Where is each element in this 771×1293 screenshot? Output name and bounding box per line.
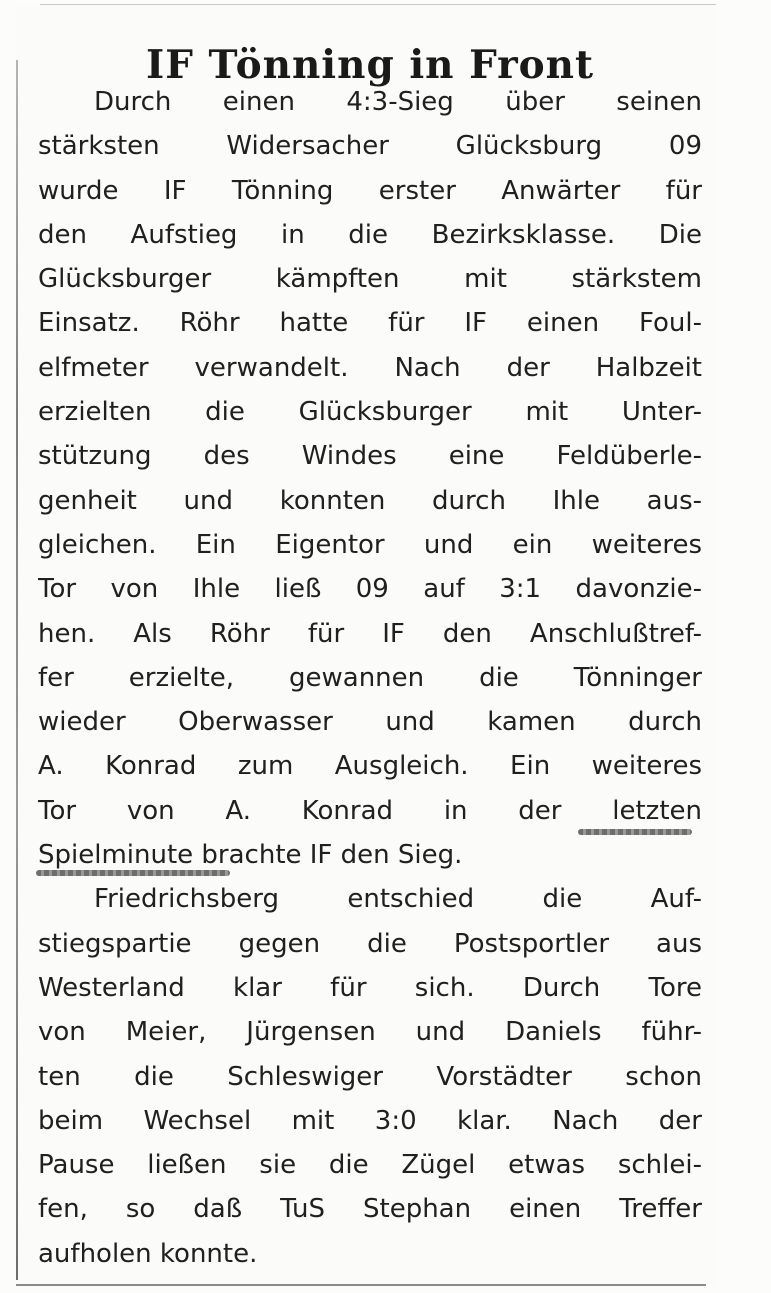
article-body <box>38 80 702 1276</box>
text-line: Westerland klar für sich. Durch Tore <box>38 972 702 1003</box>
text-line: Durch einen 4:3-Sieg über seinen <box>94 87 702 117</box>
clipping-left-edge <box>16 60 18 1280</box>
text-line: aufholen konnte. <box>38 1238 258 1269</box>
text-line: ten die Schleswiger Vorstädter schon <box>38 1061 702 1092</box>
text-line: genheit und konnten durch Ihle aus- <box>38 485 702 516</box>
text-line: A. Konrad zum Ausgleich. Ein weiteres <box>38 751 702 782</box>
text-line: elfmeter verwandelt. Nach der Halbzeit <box>38 352 702 383</box>
text-line: erzielten die Glücksburger mit Unter- <box>38 397 702 428</box>
clipping-bottom-edge <box>16 1284 706 1286</box>
article-headline: IF Tönning in Front <box>146 42 594 89</box>
text-line: fen, so daß TuS Stephan einen Treffer <box>38 1194 702 1225</box>
text-line: stärksten Widersacher Glücksburg 09 <box>38 131 702 162</box>
clipping-top-edge <box>40 4 716 5</box>
text-line: wieder Oberwasser und kamen durch <box>38 707 702 738</box>
text-line: Pause ließen sie die Zügel etwas schlei- <box>38 1150 702 1181</box>
text-line: Einsatz. Röhr hatte für IF einen Foul- <box>38 308 702 339</box>
text-line: Friedrichsberg entschied die Auf- <box>94 884 702 915</box>
text-line: von Meier, Jürgensen und Daniels führ- <box>38 1017 702 1048</box>
text-line: hen. Als Röhr für IF den Anschlußtref- <box>38 618 702 649</box>
text-line: gleichen. Ein Eigentor und ein weiteres <box>38 529 702 560</box>
text-line: stiegspartie gegen die Postsportler aus <box>38 928 702 959</box>
pencil-underline-mark <box>36 870 230 876</box>
text-line: Tor von A. Konrad in der letzten <box>38 795 702 826</box>
pencil-underline-mark <box>578 829 692 835</box>
text-line: den Aufstieg in die Bezirksklasse. Die <box>38 219 702 250</box>
text-line: Glücksburger kämpften mit stärkstem <box>38 264 702 295</box>
text-line: Spielminute brachte IF den Sieg. <box>38 840 463 871</box>
text-line: wurde IF Tönning erster Anwärter für <box>38 175 702 206</box>
text-line: fer erzielte, gewannen die Tönninger <box>38 662 702 693</box>
text-line: beim Wechsel mit 3:0 klar. Nach der <box>38 1105 702 1136</box>
text-line: stützung des Windes eine Feldüberle- <box>38 441 702 472</box>
text-line: Tor von Ihle ließ 09 auf 3:1 davonzie- <box>38 574 702 605</box>
